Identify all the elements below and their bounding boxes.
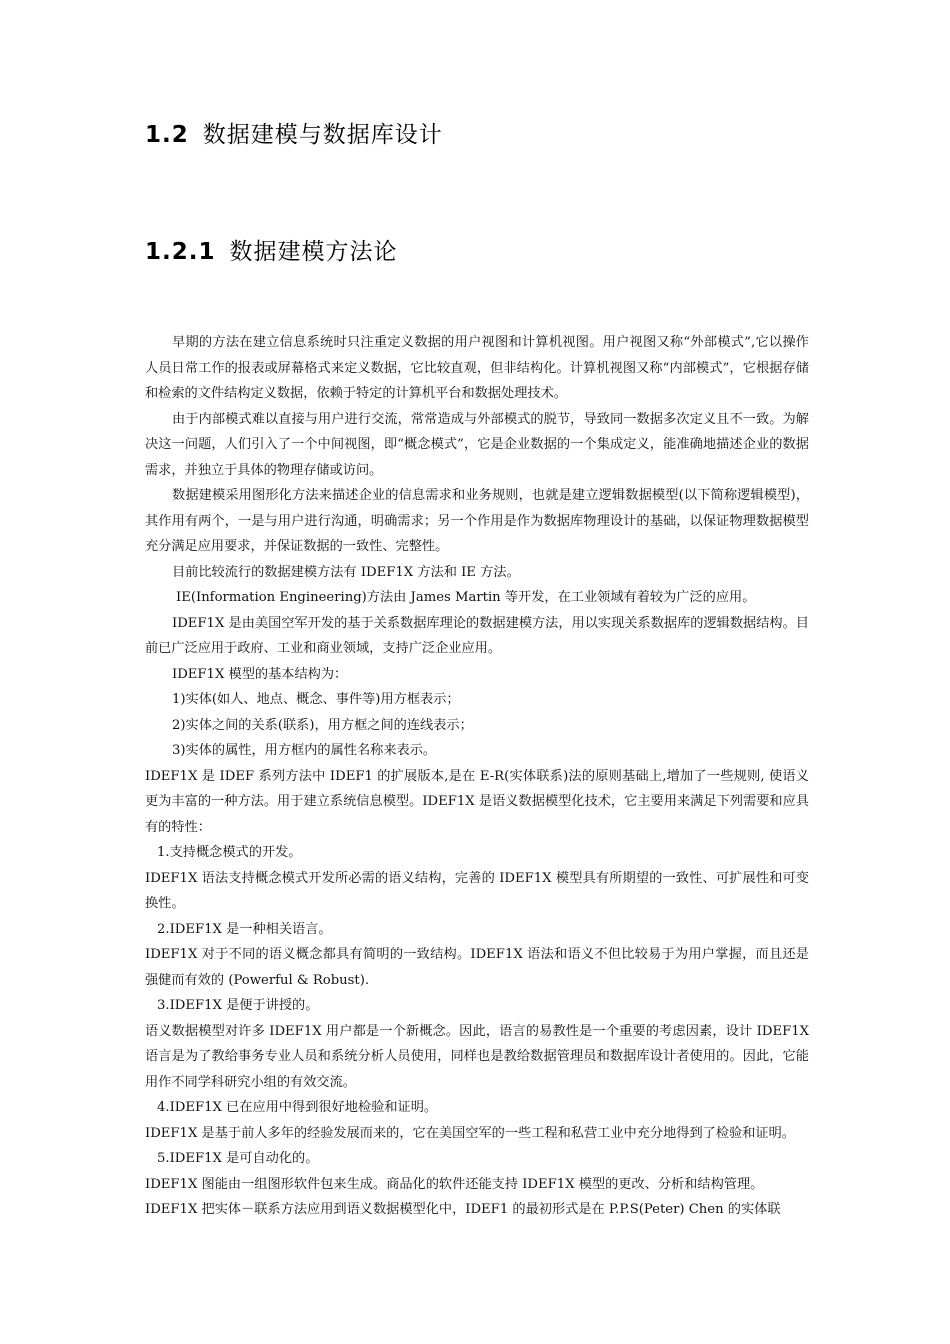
paragraph: IDEF1X 是由美国空军开发的基于关系数据库理论的数据建模方法，用以实现关系数据库的逻辑数据结构。目前已广泛应用于政府、工业和商业领域，支持广泛企业应用。 — [145, 615, 809, 656]
body-text — [145, 330, 809, 1223]
section-title: 数据建模与数据库设计 — [202, 122, 443, 148]
feature-heading: 3.IDEF1X 是便于讲授的。 — [157, 998, 319, 1013]
paragraph: IDEF1X 图能由一组图形软件包来生成。商品化的软件还能支持 IDEF1X 模型的更改、分析和结构管理。 — [145, 1176, 764, 1192]
feature-heading: 4.IDEF1X 已在应用中得到很好地检验和证明。 — [157, 1100, 438, 1115]
paragraph: IDEF1X 对于不同的语义概念都具有简明的一致结构。IDEF1X 语法和语义不但比较易于为用户掌握，而且还是强健而有效的 (Powerful & Robust). — [145, 947, 809, 988]
paragraph: IDEF1X 语法支持概念模式开发所必需的语义结构，完善的 IDEF1X 模型具有所期望的一致性、可扩展性和可变换性。 — [145, 870, 809, 911]
subsection-title: 数据建模方法论 — [229, 239, 398, 265]
paragraph: IDEF1X 模型的基本结构为： — [172, 666, 348, 682]
subsection-number: 1.2.1 — [145, 239, 216, 265]
list-item: 3)实体的属性，用方框内的属性名称来表示。 — [172, 743, 437, 758]
paragraph: 语义数据模型对许多 IDEF1X 用户都是一个新概念。因此，语言的易教性是一个重要的考虑因素，设计 IDEF1X 语言是为了教给事务专业人员和系统分析人员使用，同样也是教给数据管理员和数据库设计者使用的。因此，它能用作不同学科研究小组的有效交流。 — [145, 1023, 809, 1090]
feature-heading: 2.IDEF1X 是一种相关语言。 — [157, 921, 332, 937]
feature-heading: 1.支持概念模式的开发。 — [157, 845, 302, 860]
list-item: 1)实体(如人、地点、概念、事件等)用方框表示； — [172, 692, 460, 707]
paragraph: IDEF1X 把实体－联系方法应用到语义数据模型化中，IDEF1 的最初形式是在 P.P.S(Peter) Chen 的实体联 — [145, 1202, 781, 1217]
section-number: 1.2 — [145, 122, 189, 148]
paragraph: IDEF1X 是 IDEF 系列方法中 IDEF1 的扩展版本,是在 E-R(实体联系)法的原则基础上,增加了一些规则, 使语义更为丰富的一种方法。用于建立系统信息模型。IDEF1X 是语义数据模型化技术，它主要用来满足下列需要和应具有的特性： — [145, 768, 809, 835]
paragraph: 数据建模采用图形化方法来描述企业的信息需求和业务规则，也就是建立逻辑数据模型(以下简称逻辑模型)，其作用有两个，一是与用户进行沟通，明确需求；另一个作用是作为数据库物理设计的基础，以保证物理数据模型充分满足应用要求，并保证数据的一致性、完整性。 — [145, 488, 809, 554]
paragraph: 目前比较流行的数据建模方法有 IDEF1X 方法和 IE 方法。 — [172, 564, 520, 580]
paragraph: IDEF1X 是基于前人多年的经验发展而来的，它在美国空军的一些工程和私营工业中充分地得到了检验和证明。 — [145, 1125, 795, 1141]
subsection-heading — [145, 233, 398, 266]
feature-heading: 5.IDEF1X 是可自动化的。 — [157, 1151, 319, 1166]
paragraph: 早期的方法在建立信息系统时只注重定义数据的用户视图和计算机视图。用户视图又称“外部模式”,它以操作人员日常工作的报表或屏幕格式来定义数据，它比较直观，但非结构化。计算机视图又称“内部模式”，它根据存储和检索的文件结构定义数据，依赖于特定的计算机平台和数据处理技术。 — [145, 335, 809, 401]
list-item: 2)实体之间的关系(联系)，用方框之间的连线表示； — [172, 717, 473, 733]
section-heading — [145, 116, 443, 149]
paragraph: 由于内部模式难以直接与用户进行交流，常常造成与外部模式的脱节，导致同一数据多次定义且不一致。为解决这一问题，人们引入了一个中间视图，即“概念模式”，它是企业数据的一个集成定义，能准确地描述企业的数据需求，并独立于具体的物理存储或访问。 — [145, 411, 809, 478]
paragraph: IE(Information Engineering)方法由 James Martin 等开发，在工业领域有着较为广泛的应用。 — [176, 590, 756, 605]
